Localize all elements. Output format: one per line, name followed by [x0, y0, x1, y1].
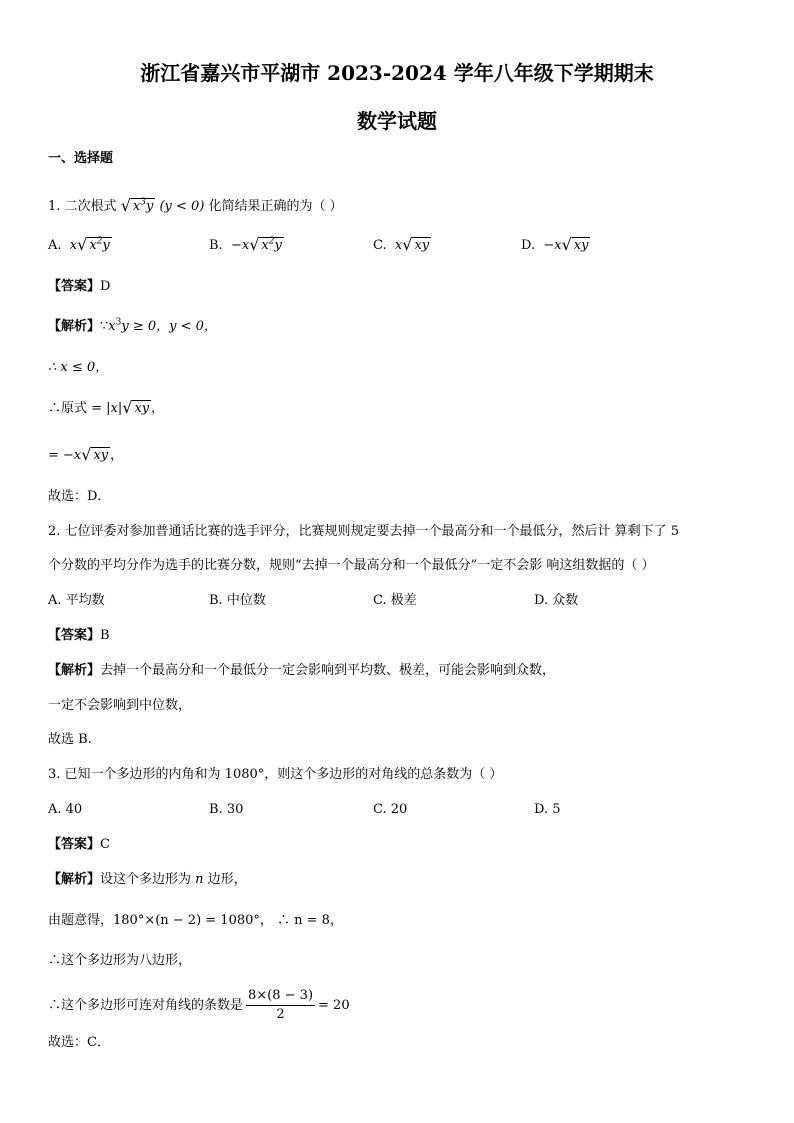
q1-stem-prefix: 1. 二次根式 [48, 198, 117, 214]
q1-analysis-line3: ∴原式 = |x|√ xy ， [48, 398, 165, 417]
q2-analysis-line1: 【解析】去掉一个最高分和一个最低分一定会影响到平均数、极差，可能会影响到众数， [48, 663, 556, 678]
q2-conclusion: 故选 B. [48, 732, 92, 747]
q3-fraction: $\frac{8\times(8 - 3)}{2}$ [248, 988, 314, 1022]
section-heading: 一、选择题 [48, 151, 114, 166]
q2-option-c: C. 极差 [373, 593, 417, 608]
q1-option-c: C. x√ xy [373, 235, 430, 254]
q3-analysis-line1: 【解析】设这个多边形为 n 边形， [48, 872, 247, 887]
q1-stem-suffix: 化简结果正确的为（ ） [208, 198, 343, 214]
q3-option-a: A. 40 [48, 802, 83, 817]
q2-option-b: B. 中位数 [209, 593, 266, 608]
q2-option-d: D. 众数 [534, 593, 579, 608]
q3-conclusion: 故选：C． [48, 1035, 110, 1050]
document-subtitle: 数学试题 [357, 109, 437, 133]
q1-radical: √ $x^3y$ [120, 196, 154, 215]
q2-option-a: A. 平均数 [48, 593, 105, 608]
q3-analysis-line4: ∴这个多边形可连对角线的条数是 $\frac{8\times(8 - 3)}{2}$ = 20 [48, 988, 350, 1022]
q1-condition: (y < 0) [159, 198, 205, 214]
q3-stem: 3. 已知一个多边形的内角和为 1080°，则这个多边形的对角线的总条数为（ ） [48, 767, 503, 782]
q1-analysis-line2: ∴ x ≤ 0， [48, 360, 109, 375]
q3-option-b: B. 30 [209, 802, 244, 817]
q2-stem-line1: 2. 七位评委对参加普通话比赛的选手评分，比赛规则规定要去掉一个最高分和一个最低分，然后计 算剩下了 5 [48, 524, 680, 539]
q3-analysis-line3: ∴这个多边形为八边形， [48, 953, 192, 968]
q1-option-b: B. −x√ $x^2y$ [209, 235, 282, 254]
document-title: 浙江省嘉兴市平湖市 2023-2024 学年八年级下学期期末 [140, 61, 654, 85]
q3-option-d: D. 5 [534, 802, 561, 817]
q1-option-d: D. −x√ xy [521, 235, 589, 254]
q1-stem [48, 197, 343, 216]
q1-analysis-line1: 【解析】$\because x^3y \ge 0$，y < 0， [48, 317, 217, 334]
q3-option-c: C. 20 [373, 802, 408, 817]
q1-analysis-line4: = −x√ xy ， [48, 445, 124, 464]
q2-stem-line2: 个分数的平均分作为选手的比赛分数，规则“去掉一个最高分和一个最低分”一定不会影 响这组数据的（ ） [48, 558, 655, 573]
q3-analysis-line2: 由题意得，180°×(n − 2) = 1080°， ∴ n = 8， [48, 913, 343, 928]
q2-answer: 【答案】B [48, 628, 110, 643]
q3-answer: 【答案】C [48, 837, 110, 852]
q1-answer: 【答案】D [48, 279, 111, 294]
q2-analysis-line2: 一定不会影响到中位数， [48, 698, 192, 713]
q1-conclusion: 故选：D． [48, 489, 111, 504]
q1-option-a: A. x√ $x^2y$ [48, 235, 110, 254]
